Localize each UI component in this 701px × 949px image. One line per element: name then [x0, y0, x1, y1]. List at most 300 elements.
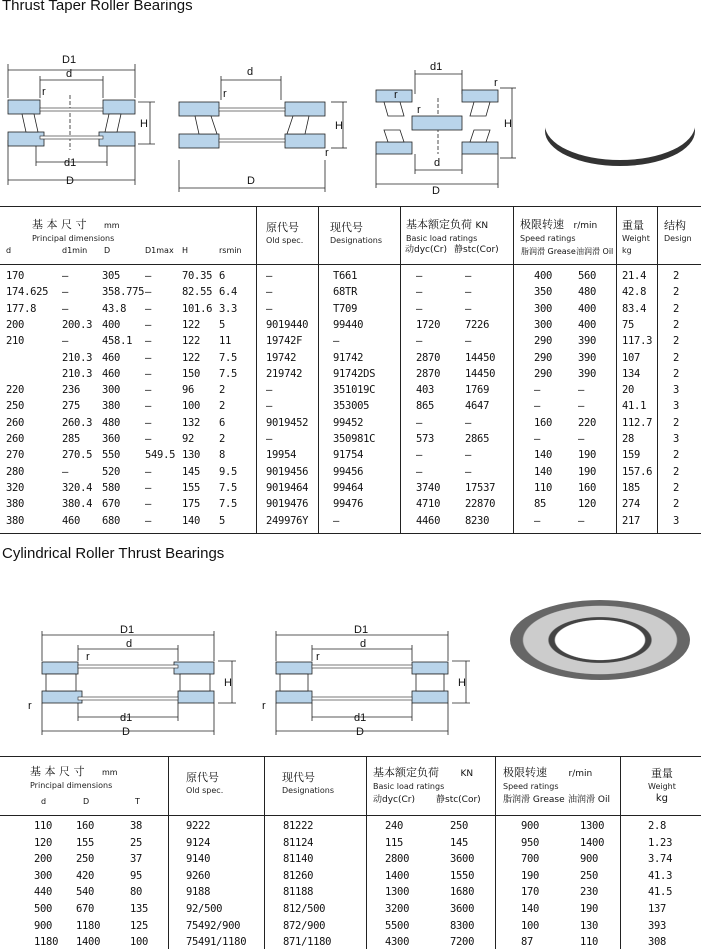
label-H: H	[504, 118, 512, 130]
label-r: r	[28, 700, 32, 712]
table1-cell: —	[465, 270, 472, 282]
table1-cell: 83.4	[622, 302, 647, 315]
table2-cell: 300	[34, 869, 53, 882]
label-d1: d1	[430, 61, 443, 73]
table2-cell: 81188	[283, 886, 314, 899]
table1-cell: 99476	[333, 498, 364, 511]
table1-cell: —	[266, 270, 273, 282]
table2-cell: 250	[450, 820, 469, 832]
table1-cell: 200	[6, 318, 25, 331]
table1-cell: —	[62, 286, 69, 299]
table1-cell: —	[416, 302, 423, 315]
table1-cell: 4460	[416, 514, 441, 527]
table1-col-2: D	[104, 246, 111, 255]
dims-en: Principal dimensions	[32, 234, 115, 243]
new-en: Designations	[330, 236, 383, 245]
table2-cell: 80	[130, 886, 143, 899]
table1-cell: 353005	[333, 400, 370, 413]
table2-cell: 75491/1180	[186, 936, 247, 949]
table1-cell: —	[145, 416, 152, 429]
table2-col-1: D	[83, 797, 90, 806]
weight-unit: kg	[622, 246, 632, 255]
table1-cell: 2	[673, 416, 680, 429]
table1-cell: 350981C	[333, 433, 376, 445]
table1-cell: —	[465, 302, 472, 315]
table2-cell: 200	[34, 853, 53, 866]
speed-unit: r/min	[573, 221, 598, 231]
table1-cell: 43.8	[102, 302, 127, 315]
table1-cell: 670	[102, 498, 121, 511]
table1-col-0: d	[6, 246, 12, 255]
table1-cell: 290	[534, 351, 553, 364]
table1-cell: —	[578, 514, 585, 527]
table1-cell: —	[145, 514, 152, 527]
table2-cell: 125	[130, 919, 149, 932]
label-r: r	[86, 651, 90, 663]
table1-cell: 91754	[333, 449, 364, 462]
label-H: H	[140, 118, 148, 130]
load-en: Basic load ratings	[373, 782, 445, 791]
table1-cell: 140	[182, 514, 201, 527]
table1-cell: 7.5	[219, 367, 238, 380]
table1-cell: 290	[534, 367, 553, 380]
table1-load-col-1: 静stc(Cor)	[454, 245, 499, 255]
table2-cell: 670	[76, 903, 95, 915]
table1-cell: —	[145, 351, 152, 364]
table1-cell: 8	[219, 449, 226, 462]
table2-cell: 3600	[450, 853, 475, 866]
table2-cell: 3200	[385, 903, 410, 915]
table1-cell: 400	[534, 270, 553, 282]
table1-cell: 280	[6, 465, 25, 478]
table2-cell: 9124	[186, 836, 211, 849]
table2-cell: 393	[648, 919, 667, 932]
struct-cn: 结构	[664, 219, 686, 232]
table1-cell: 140	[534, 449, 553, 462]
label-D: D	[356, 726, 364, 738]
table1-cell: 380	[6, 498, 25, 511]
table1-cell: 275	[62, 400, 81, 413]
dims-cn: 基 本 尺 寸	[32, 218, 87, 231]
table1-cell: 19954	[266, 449, 297, 462]
table1-cell: 22870	[465, 498, 496, 511]
table2-cell: 9188	[186, 886, 211, 899]
table1-cell: 91742DS	[333, 367, 376, 380]
table1-cell: 85	[534, 498, 547, 511]
label-r: r	[262, 700, 266, 712]
table2-load-col-1: 静stc(Cor)	[436, 795, 481, 805]
table1-cell: 2	[673, 335, 680, 348]
table1-cell: 210	[6, 335, 25, 348]
table1-cell: 17537	[465, 481, 496, 494]
label-d: d	[247, 66, 254, 78]
table1-cell: 11	[219, 335, 232, 348]
table2-cell: 872/900	[283, 919, 326, 932]
load-cn: 基本额定负荷	[373, 766, 439, 779]
old-en: Old spec.	[266, 236, 304, 245]
table2-top-rule	[0, 756, 701, 757]
table2-cell: 135	[130, 903, 149, 915]
table1-cell: 68TR	[333, 286, 358, 299]
table1-cell: 549.5	[145, 449, 176, 462]
table2-cell: 9140	[186, 853, 211, 866]
table1-load-col-0: 动dyc(Cr)	[405, 245, 447, 255]
cylindrical-bearing-diagram-1	[28, 625, 253, 745]
label-H: H	[458, 677, 466, 689]
table2-cell: 230	[580, 886, 599, 899]
table1-cell: 100	[182, 400, 201, 413]
table1-cell: 14450	[465, 351, 496, 364]
table1-cell: 7.5	[219, 351, 238, 364]
table2-cell: 110	[34, 820, 53, 832]
table1-cell: —	[578, 384, 585, 397]
table2-cell: 1680	[450, 886, 475, 899]
table1-cell: 573	[416, 433, 435, 445]
table2-cell: 120	[34, 836, 53, 849]
table2-cell: 420	[76, 869, 95, 882]
table2-cell: 38	[130, 820, 143, 832]
table1-cell: —	[465, 449, 472, 462]
table2-cell: 250	[76, 853, 95, 866]
table1-cell: 220	[6, 384, 25, 397]
table1-cell: 9019452	[266, 416, 309, 429]
table1-top-rule	[0, 206, 701, 207]
table1-cell: 96	[182, 384, 195, 397]
table1-cell: —	[62, 270, 69, 282]
table1-col-4: H	[182, 246, 189, 255]
table1-cell: 260	[6, 433, 25, 445]
table1-cell: 2	[673, 465, 680, 478]
table1-cell: 99452	[333, 416, 364, 429]
label-d: d	[360, 638, 367, 650]
table1-cell: 680	[102, 514, 121, 527]
table1-cell: —	[145, 286, 152, 299]
table1-cell: 458.1	[102, 335, 133, 348]
table1-cell: 480	[578, 286, 597, 299]
table2-new-header	[282, 772, 334, 796]
label-D: D	[247, 175, 255, 187]
table1-cell: 2	[673, 367, 680, 380]
table2-cell: 137	[648, 903, 667, 915]
table1-cell: 190	[578, 449, 597, 462]
table1-cell: 220	[578, 416, 597, 429]
table2-cell: 871/1180	[283, 936, 332, 949]
table2-cell: 170	[521, 886, 540, 899]
table2-cell: 110	[580, 936, 599, 949]
table1-cell: 580	[102, 481, 121, 494]
table1-cell: 120	[578, 498, 597, 511]
table1-cell: 8230	[465, 514, 490, 527]
table1-cell: 145	[182, 465, 201, 478]
table1-cell: —	[266, 433, 273, 445]
table1-cell: 7.5	[219, 481, 238, 494]
table1-cell: 155	[182, 481, 201, 494]
table1-cell: 300	[102, 384, 121, 397]
table1-cell: —	[145, 481, 152, 494]
table1-cell: 2	[673, 351, 680, 364]
table2-cell: 900	[580, 853, 599, 866]
speed-en: Speed ratings	[503, 782, 559, 791]
table1-cell: 2	[673, 449, 680, 462]
table1-cell: 170	[6, 270, 25, 282]
dims-cn: 基 本 尺 寸	[30, 765, 85, 778]
cylindrical-bearing-photo-lower	[512, 660, 688, 740]
table1-cell: 185	[622, 481, 641, 494]
table2-cell: 9260	[186, 869, 211, 882]
section1-title: Thrust Taper Roller Bearings	[2, 0, 193, 14]
table1-cell: 350	[534, 286, 553, 299]
table2-col-2: T	[135, 797, 140, 806]
label-r: r	[394, 89, 398, 101]
table1-cell: —	[266, 302, 273, 315]
table1-col-3: D1max	[145, 246, 174, 255]
table1-cell: —	[534, 384, 541, 397]
table1-struct-header	[664, 220, 692, 244]
load-cn: 基本额定负荷	[406, 218, 472, 231]
taper-bearing-diagram-2	[175, 60, 355, 195]
table1-cell: 150	[182, 367, 201, 380]
weight-cn: 重量	[650, 767, 673, 780]
table1-cell: 9019464	[266, 481, 309, 494]
label-D1: D1	[62, 54, 77, 66]
table1-cell: —	[578, 433, 585, 445]
table1-cell: 390	[578, 367, 597, 380]
table1-col-5: rsmin	[219, 246, 242, 255]
table2-cell: 3600	[450, 903, 475, 915]
table1-cell: —	[266, 400, 273, 413]
table2-cell: 1400	[580, 836, 605, 849]
table2-cell: 145	[450, 836, 469, 849]
table1-cell: 160	[578, 481, 597, 494]
table1-cell: 290	[534, 335, 553, 348]
new-cn: 现代号	[282, 771, 315, 784]
table1-cell: —	[145, 302, 152, 315]
table1-cell: 460	[102, 351, 121, 364]
table1-cell: 42.8	[622, 286, 647, 299]
table2-cell: 900	[34, 919, 53, 932]
table2-old-header	[186, 772, 223, 796]
label-r: r	[417, 104, 421, 116]
table1-cell: —	[145, 318, 152, 331]
table1-cell: 5	[219, 514, 226, 527]
table1-cell: 550	[102, 449, 121, 462]
table1-cell: 3	[673, 384, 680, 397]
table1-cell: 159	[622, 449, 641, 462]
table2-load-col-0: 动dyc(Cr)	[373, 795, 415, 805]
weight-en: Weight	[622, 234, 650, 243]
table1-cell: 2	[219, 433, 226, 445]
table2-cell: 75492/900	[186, 919, 241, 932]
table1-cell: 2870	[416, 351, 441, 364]
table2-weight-header	[648, 768, 676, 805]
table1-cell: 380	[102, 400, 121, 413]
table1-cell: 460	[102, 367, 121, 380]
table1-cell: 7226	[465, 318, 490, 331]
table1-cell: 28	[622, 433, 635, 445]
table2-col-0: d	[41, 797, 47, 806]
table1-cell: 1769	[465, 384, 490, 397]
table1-cell: 177.8	[6, 302, 37, 315]
table2-cell: 540	[76, 886, 95, 899]
table1-cell: 217	[622, 514, 641, 527]
table1-cell: 9019456	[266, 465, 309, 478]
table2-cell: 81260	[283, 869, 314, 882]
table2-cell: 2800	[385, 853, 410, 866]
table1-cell: 2	[673, 302, 680, 315]
table1-cell: 14450	[465, 367, 496, 380]
label-d: d	[126, 638, 133, 650]
table1-cell: —	[416, 416, 423, 429]
table2-cell: 81124	[283, 836, 314, 849]
table2-cell: 812/500	[283, 903, 326, 915]
table1-cell: 132	[182, 416, 201, 429]
table2-cell: 2.8	[648, 820, 667, 832]
table1-cell: 19742	[266, 351, 297, 364]
table1-header-rule	[0, 264, 701, 265]
table1-cell: —	[62, 335, 69, 348]
table1-cell: 320	[6, 481, 25, 494]
table1-cell: 9.5	[219, 465, 238, 478]
table2-cell: 1550	[450, 869, 475, 882]
table2-speed-header	[503, 767, 592, 792]
table1-cell: 5	[219, 318, 226, 331]
table1-cell: 351019C	[333, 384, 376, 397]
taper-bearing-diagram-1	[0, 50, 170, 200]
table1-cell: 460	[62, 514, 81, 527]
table1-cell: 200.3	[62, 318, 93, 331]
table1-load-header	[406, 219, 488, 244]
label-D: D	[432, 185, 440, 197]
label-r: r	[42, 86, 46, 98]
old-en: Old spec.	[186, 786, 224, 795]
table1-cell: 101.6	[182, 302, 213, 315]
dims-unit: mm	[104, 221, 120, 230]
table1-cell: 3	[673, 514, 680, 527]
table1-cell: 107	[622, 351, 641, 364]
label-r: r	[316, 651, 320, 663]
table2-cell: 81140	[283, 853, 314, 866]
table2-cell: 95	[130, 869, 143, 882]
label-r: r	[223, 88, 227, 100]
table1-new-header	[330, 222, 382, 246]
table2-cell: 190	[580, 903, 599, 915]
table1-cell: 4647	[465, 400, 490, 413]
table1-cell: 82.55	[182, 286, 213, 299]
table1-cell: 520	[102, 465, 121, 478]
table1-cell: —	[534, 400, 541, 413]
table1-cell: 157.6	[622, 465, 653, 478]
table1-cell: 300	[534, 302, 553, 315]
table1-speed-col-1: 油润滑 Oil	[576, 247, 614, 256]
label-d: d	[66, 68, 73, 80]
table1-cell: T709	[333, 302, 358, 315]
table1-cell: 175	[182, 498, 201, 511]
label-d1: d1	[120, 712, 133, 724]
table1-cell: 160	[534, 416, 553, 429]
taper-bearing-diagram-3	[370, 58, 530, 198]
table1-cell: 99440	[333, 318, 364, 331]
table1-cell: 117.3	[622, 335, 653, 348]
taper-bearing-photo	[545, 90, 695, 160]
dims-unit: mm	[102, 768, 118, 777]
table1-cell: 403	[416, 384, 435, 397]
table1-cell: 190	[578, 465, 597, 478]
table2-cell: 8300	[450, 919, 475, 932]
table1-cell: 7.5	[219, 498, 238, 511]
table1-cell: 75	[622, 318, 635, 331]
table1-cell: 3	[673, 400, 680, 413]
table2-cell: 81222	[283, 820, 314, 832]
load-unit: KN	[460, 769, 474, 779]
table1-cell: 260	[6, 416, 25, 429]
table2-cell: 3.74	[648, 853, 673, 866]
table1-cell: T661	[333, 270, 358, 282]
table1-cell: —	[465, 335, 472, 348]
table1-cell: 110	[534, 481, 553, 494]
table1-old-header	[266, 222, 303, 246]
table1-cell: —	[534, 514, 541, 527]
table1-cell: 19742F	[266, 335, 303, 348]
label-d1: d1	[354, 712, 367, 724]
table1-cell: 2	[219, 400, 226, 413]
table1-cell: —	[266, 384, 273, 397]
speed-unit: r/min	[568, 769, 593, 779]
table1-cell: —	[145, 498, 152, 511]
table1-cell: 2	[673, 286, 680, 299]
table1-cell: 2	[673, 270, 680, 282]
table2-dims-header	[30, 766, 118, 791]
table1-cell: 260.3	[62, 416, 93, 429]
table2-cell: 100	[130, 936, 149, 949]
table2-cell: 950	[521, 836, 540, 849]
table1-cell: 380	[6, 514, 25, 527]
table1-cell: —	[333, 335, 340, 348]
table1-cell: 6	[219, 270, 226, 282]
table2-cell: 1300	[385, 886, 410, 899]
table2-cell: 155	[76, 836, 95, 849]
table1-cell: —	[145, 433, 152, 445]
new-en: Designations	[282, 786, 335, 795]
table2-cell: 37	[130, 853, 143, 866]
table1-speed-col-0: 脂润滑 Grease	[521, 247, 576, 256]
table1-cell: —	[62, 465, 69, 478]
table1-cell: 122	[182, 335, 201, 348]
table1-cell: 2	[673, 318, 680, 331]
label-r: r	[494, 77, 498, 89]
table1-speed-header	[520, 219, 597, 244]
table2-cell: 1.23	[648, 836, 673, 849]
label-r: r	[325, 147, 329, 159]
cylindrical-bearing-diagram-2	[262, 625, 487, 745]
table1-cell: 20	[622, 384, 635, 397]
label-H: H	[335, 120, 343, 132]
label-d: d	[434, 157, 441, 169]
table1-cell: —	[145, 400, 152, 413]
table2-cell: 115	[385, 836, 404, 849]
new-cn: 现代号	[330, 221, 363, 234]
table1-cell: 210.3	[62, 351, 93, 364]
table1-cell: 400	[578, 318, 597, 331]
table2-cell: 160	[76, 820, 95, 832]
table1-cell: 380.4	[62, 498, 93, 511]
table1-cell: 236	[62, 384, 81, 397]
load-unit: KN	[475, 221, 489, 231]
table1-cell: 250	[6, 400, 25, 413]
table1-cell: 305	[102, 270, 121, 282]
load-en: Basic load ratings	[406, 234, 478, 243]
table1-cell: 3740	[416, 481, 441, 494]
table1-cell: 360	[102, 433, 121, 445]
